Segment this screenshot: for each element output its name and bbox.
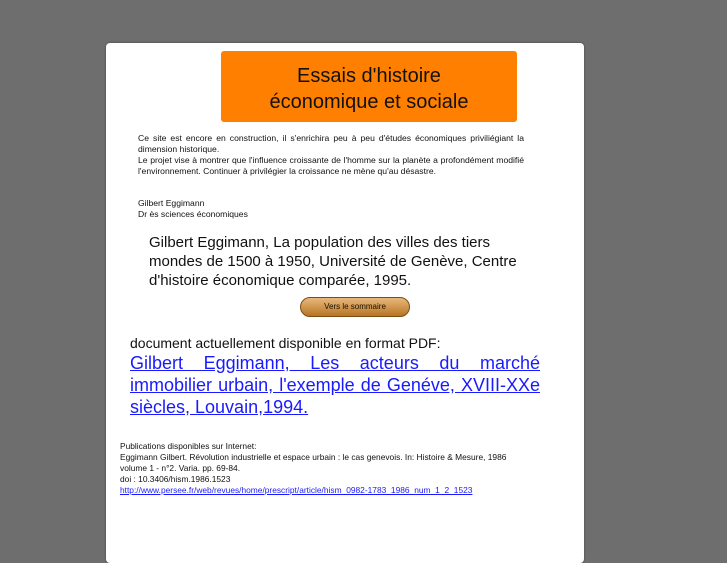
pdf-lead-text: document actuellement disponible en format PDF: — [130, 335, 441, 351]
intro-paragraph-1: Ce site est encore en construction, il s'enrichira peu à peu d'études économiques priviliégiant la dimension historique. — [138, 133, 524, 154]
pdf-document-link[interactable]: Gilbert Eggimann, Les acteurs du marché immobilier urbain, l'exemple de Genéve, XVIII-XXe siècles, Louvain,1994. — [130, 353, 540, 417]
intro-paragraph-2: Le projet vise à montrer que l'influence croissante de l'homme sur la planète a profondément modifié l'environnement. Continuer à privilégier la croissance ne mène qu'au désastre. — [138, 155, 524, 176]
site-title-line1: Essais d'histoire — [297, 65, 441, 87]
author-degree: Dr ès sciences économiques — [138, 209, 248, 219]
site-title-banner — [221, 51, 517, 122]
publications-heading: Publications disponibles sur Internet: — [120, 441, 257, 451]
intro-text — [138, 133, 524, 177]
publication-reference-line2: volume 1 - n°2. Varia. pp. 69-84. — [120, 463, 241, 473]
featured-citation: Gilbert Eggimann, La population des villes des tiers mondes de 1500 à 1950, Université de Genève, Centre d'histoire économique comparée, 1995. — [149, 234, 517, 289]
publication-doi: doi : 10.3406/hism.1986.1523 — [120, 474, 231, 484]
author-block — [138, 198, 248, 220]
summary-button[interactable]: Vers le sommaire — [300, 297, 410, 317]
publication-url-link[interactable]: http://www.persee.fr/web/revues/home/prescript/article/hism_0982-1783_1986_num_1_2_1523 — [120, 485, 473, 495]
publications-section — [120, 441, 560, 496]
publication-reference-line1: Eggimann Gilbert. Révolution industrielle et espace urbain : le cas genevois. In: Histoire & Mesure, 1986 — [120, 452, 507, 462]
page-content — [106, 43, 584, 563]
author-name: Gilbert Eggimann — [138, 198, 205, 208]
site-title-line2: économique et sociale — [269, 91, 469, 113]
